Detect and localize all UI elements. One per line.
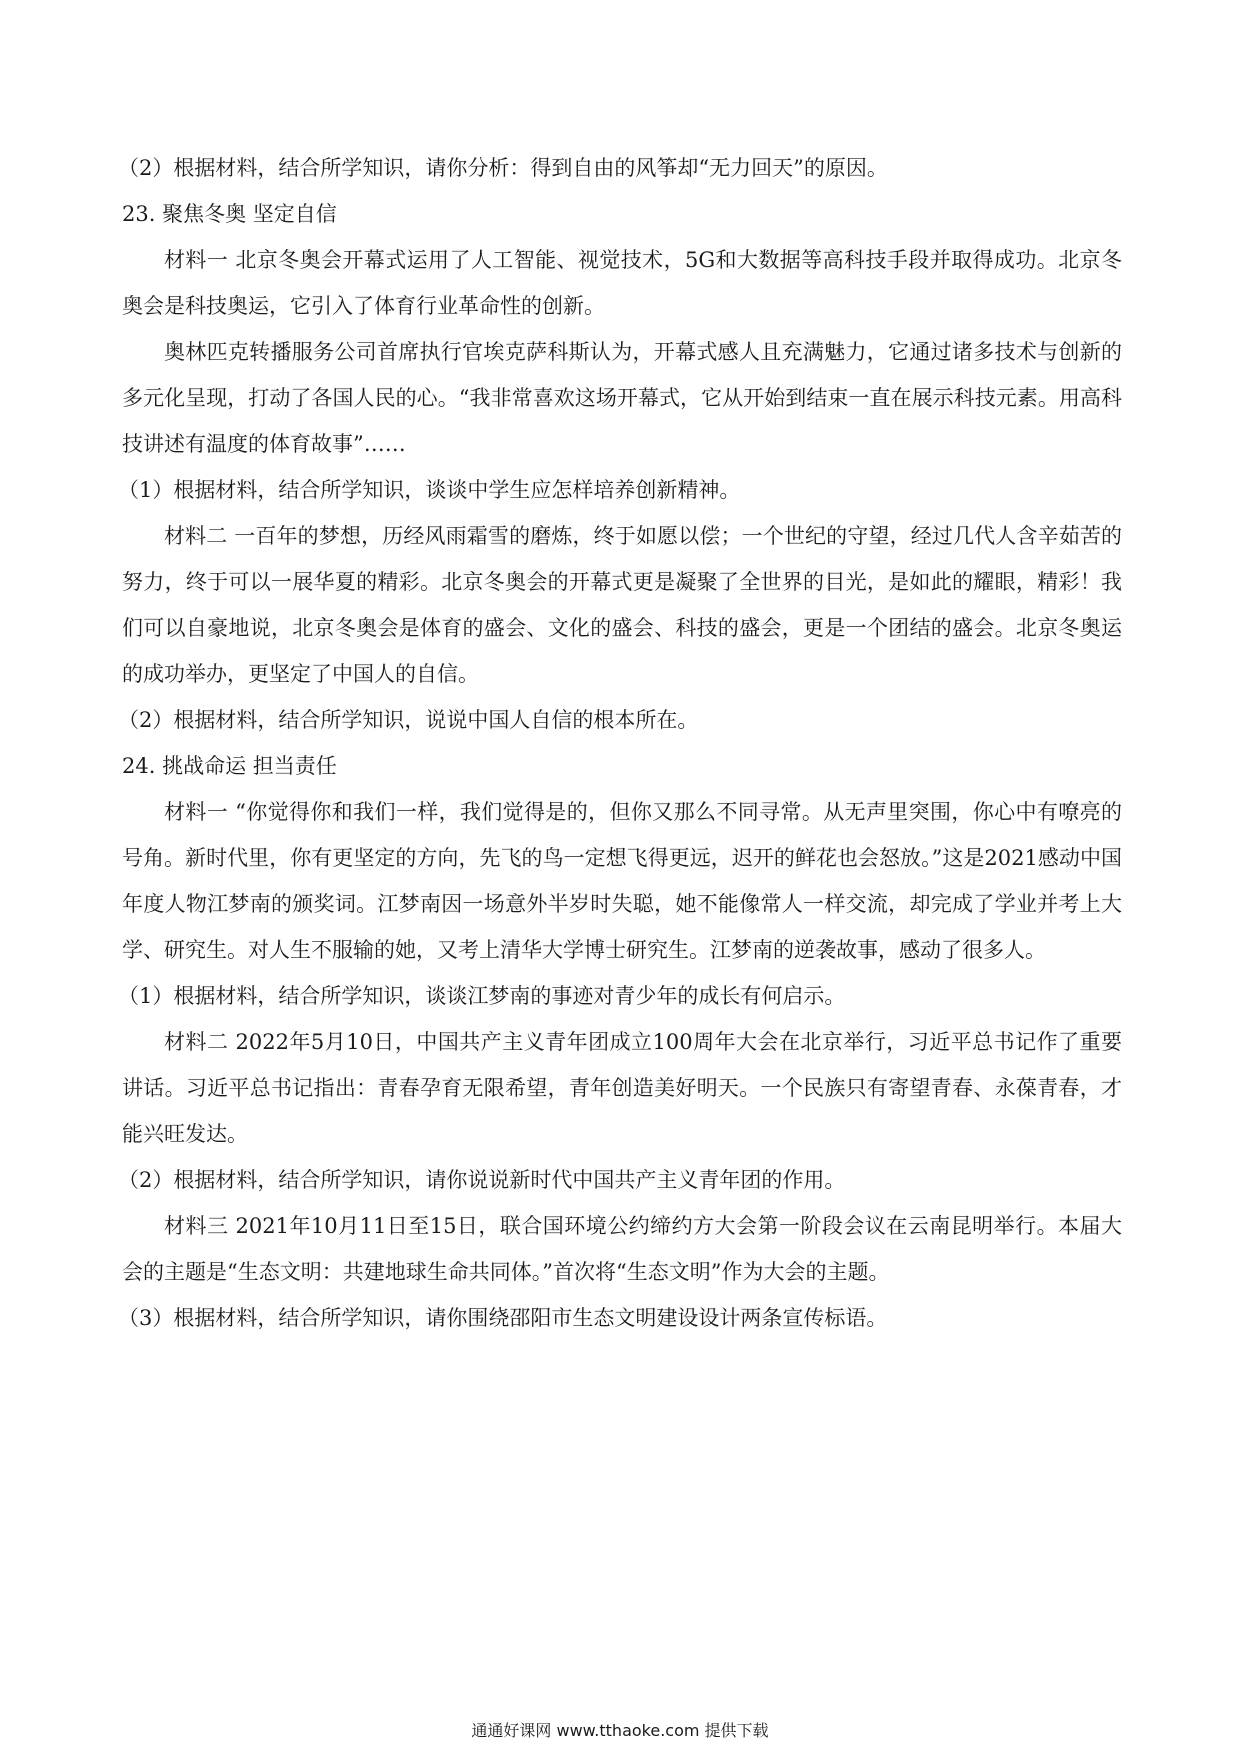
- page-content: [118, 145, 1122, 1341]
- q24-material-1-paragraph: 材料一 “你觉得你和我们一样，我们觉得是的，但你又那么不同寻常。从无声里突围，你心中有嘹亮的号角。新时代里，你有更坚定的方向，先飞的鸟一定想飞得更远，迟开的鲜花也会怒放。”这是2021感动中国年度人物江梦南的颁奖词。江梦南因一场意外半岁时失聪，她不能像常人一样交流，却完成了学业并考上大学、研究生。对人生不服输的她，又考上清华大学博士研究生。江梦南的逆袭故事，感动了很多人。: [122, 800, 1122, 962]
- q23-subquestion-1: （1）根据材料，结合所学知识，谈谈中学生应怎样培养创新精神。: [118, 478, 741, 502]
- q23-material-2-paragraph: 材料二 一百年的梦想，历经风雨霜雪的磨炼，终于如愿以偿；一个世纪的守望，经过几代人含辛茹苦的努力，终于可以一展华夏的精彩。北京冬奥会的开幕式更是凝聚了全世界的目光，是如此的耀眼，精彩！我们可以自豪地说，北京冬奥会是体育的盛会、文化的盛会、科技的盛会，更是一个团结的盛会。北京冬奥运的成功举办，更坚定了中国人的自信。: [122, 524, 1122, 686]
- q22-subquestion-2: （2）根据材料，结合所学知识，请你分析：得到自由的风筝却“无力回天”的原因。: [118, 156, 888, 180]
- q24-title: 24. 挑战命运 担当责任: [122, 754, 337, 778]
- q23-material-1-paragraph-1: 材料一 北京冬奥会开幕式运用了人工智能、视觉技术，5G和大数据等高科技手段并取得成功。北京冬奥会是科技奥运，它引入了体育行业革命性的创新。: [122, 248, 1122, 318]
- q23-subquestion-2: （2）根据材料，结合所学知识，说说中国人自信的根本所在。: [118, 708, 699, 732]
- q24-material-2-paragraph: 材料二 2022年5月10日，中国共产主义青年团成立100周年大会在北京举行，习近平总书记作了重要讲话。习近平总书记指出：青春孕育无限希望，青年创造美好明天。一个民族只有寄望青春、永葆青春，才能兴旺发达。: [122, 1030, 1122, 1146]
- q24-subquestion-1: （1）根据材料，结合所学知识，谈谈江梦南的事迹对青少年的成长有何启示。: [118, 984, 846, 1008]
- q24-subquestion-2: （2）根据材料，结合所学知识，请你说说新时代中国共产主义青年团的作用。: [118, 1168, 846, 1192]
- q24-material-3-paragraph: 材料三 2021年10月11日至15日，联合国环境公约缔约方大会第一阶段会议在云南昆明举行。本届大会的主题是“生态文明：共建地球生命共同体。”首次将“生态文明”作为大会的主题。: [122, 1214, 1122, 1284]
- page-footer: 通通好课网 www.tthaoke.com 提供下载: [471, 1721, 769, 1740]
- q23-title: 23. 聚焦冬奥 坚定自信: [122, 202, 337, 226]
- q23-material-1-paragraph-2: 奥林匹克转播服务公司首席执行官埃克萨科斯认为，开幕式感人且充满魅力，它通过诸多技术与创新的多元化呈现，打动了各国人民的心。“我非常喜欢这场开幕式，它从开始到结束一直在展示科技元素。用高科技讲述有温度的体育故事”……: [122, 340, 1122, 456]
- q24-subquestion-3: （3）根据材料，结合所学知识，请你围绕邵阳市生态文明建设设计两条宣传标语。: [118, 1306, 888, 1330]
